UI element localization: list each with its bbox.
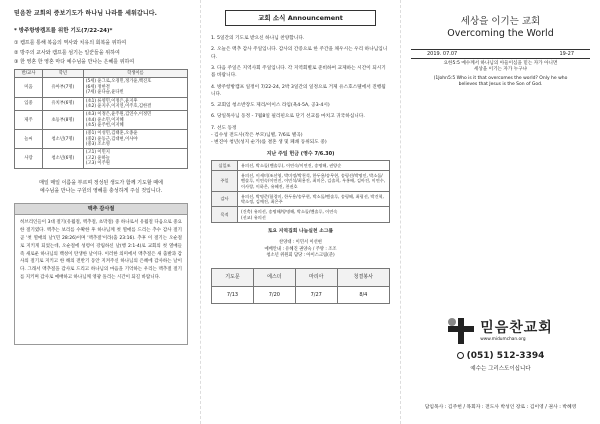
table-row xyxy=(15,130,188,149)
thanksgiving-text: 히브리인들이 3대 절기(유월절, 맥추절, 초막절) 중 하나로서 유월절 다음으로 중요한 절기였다. 맥추는 보리를 수확한 후 하나님께 첫 열매를 드리는 추수 감사 절기 곧 '첫 열매의 날'(민 28:26)이며 '맥추절'이라(출 23:16). 추후 이 절기는 오순절로 지키게 되었는데, 오순절에 성령이 강림하신 날(행 2:1-4)로 교회의 첫 열매들 즉 새로운 하나님의 백성이 탄생한 날이다. 이러한 의미에서 맥추절은 새 출발과 감사의 절기로 지키고 한 해의 전반기 동안 지켜주신 하나님의 은혜에 감사하는 날이다. 그래서 맥추절을 감사로 드리고 하나님의 마음을 기억하는 우리는 맥추절 절기를 지키며 감사로 예배하고 하나님께 영광 돌리는 시간이 되길 바랍니다. xyxy=(14,214,188,345)
bible-verse-english: (1John5:5 Who is it that overcomes the world? Only he who believes that Jesus is the Son of God. xyxy=(433,75,568,88)
bulletin-number: 19-27 xyxy=(559,50,574,57)
students-cell: (5세) 윤그로,오경민,정가윤,백진호 (6세) 정한결 (7세) 윤다슬,윤다빈 xyxy=(83,78,187,97)
list-item: 2. 오늘은 맥추 감사 주일입니다. 감사의 간증으로 한 주간을 채우시는 우리 하나님입니다. xyxy=(211,47,388,60)
phone-number: (051) 512-3394 xyxy=(466,351,545,361)
left-panel xyxy=(0,0,200,424)
slogan: 예수는 그리스도이십니다 xyxy=(470,366,531,372)
grade-cell: 유치부(6명) xyxy=(42,97,83,111)
list-item: 3. 다음 주일은 지역사회 주일입니다. 각 지역회별로 준비하여 교제하는 시간이 되시기를 바랍니다. xyxy=(211,65,386,79)
church-name: 믿음찬교회 xyxy=(480,319,553,336)
team-cell: 입중 xyxy=(15,97,43,111)
schedule-date: 7/13 xyxy=(212,286,254,303)
prayer-topic-2: ② 방주의 교사와 캠프를 섬기는 일꾼들을 위하여 xyxy=(14,49,120,56)
prayer-topic-1: ① 켐프를 통해 복음의 역사와 치유의 회복을 위하여 xyxy=(14,40,127,47)
table-row xyxy=(15,111,188,130)
schedule-date: 7/27 xyxy=(295,286,337,303)
grade-cell: 초등부(8명) xyxy=(42,111,83,130)
offering-names: 유의선, 박소돌(벤솔루), 이연숙/이연진, 송명해, 권양순 xyxy=(238,160,390,170)
team-cell: 미움 xyxy=(15,78,43,97)
students-cell: (초1) 류영민,이정은,윤지후 (초2) 윤지우,이지연,이주호,김한결 xyxy=(83,97,187,111)
intro-text: 믿음찬 교회의 증보기도가 하나님 나라를 세워갑니다. xyxy=(14,10,158,17)
schedule-header: 마리아 xyxy=(295,269,337,286)
students-cell: (고1) 이민지 (고2) 윤하늘 (고3) 이주원 xyxy=(83,149,187,168)
thanksgiving-title: 맥추 감사절 xyxy=(14,203,188,215)
offering-names-mission: (선교) 유의선 xyxy=(241,214,266,220)
offering-names: 유의선, 박명준/함경미, 한두용/송무현, 박소돌/벤솔루, 송평해, 최평선, 박건혁, 박소정, 김예진, 최은주 xyxy=(238,191,390,207)
small-group-note: 토요 지역집회 나눔실천 소그룹 xyxy=(267,228,334,234)
camp-table xyxy=(14,69,188,168)
offering-label: 주일 xyxy=(212,171,238,192)
grade-cell: 유아부(7명) xyxy=(42,78,83,97)
team-cell: 제주 xyxy=(15,111,43,130)
schedule-date: 8/4 xyxy=(337,286,389,303)
mission-title: * 방주항방켐프를 위한 기도(7/22-24)* xyxy=(14,27,113,34)
team-cell: 사랑 xyxy=(15,149,43,168)
bible-verse: 요한5:5 예수께서 하나님의 아들이심을 믿는 자가 아니면 세상을 이기는 자가 누구냐 xyxy=(443,61,558,73)
schedule-header: 기도문 xyxy=(212,269,254,286)
prayer-note: 매일 매일 이름을 부르며 정성된 생도가 함께 기도할 때에 예수님을 만나는 구원의 영혜를 충성하게 주실 것입니다. xyxy=(39,179,163,194)
offering-names-building: (건축) 유의선, 송명해/양명해, 박소돌/벤솔루, 이연숙 xyxy=(241,209,338,215)
schedule-header: 에스더 xyxy=(253,269,295,286)
students-cell: (중1) 이성민,김태훈,오종윤 (중2) 윤동근,김대현,이사야 (중3) 조소영 xyxy=(83,130,187,149)
students-cell: (초3) 이정은,윤주원,김연수,이정민 (초4) 윤소민,이지혜 (초5) 윤주헌,이지혜 xyxy=(83,111,187,130)
table-row xyxy=(15,149,188,168)
middle-panel xyxy=(200,0,400,424)
table-row xyxy=(15,78,188,97)
list-item: 4. 방주항방캠프 일정이 7/22-24, 2박 3일간의 일정으로 거제 유스호스텔에서 진행됩니다. xyxy=(211,84,386,97)
theme-title-english: Overcoming the World xyxy=(447,27,554,39)
bulletin-date: 2019. 07.07 xyxy=(427,50,458,57)
phone-icon xyxy=(457,352,464,359)
table-row xyxy=(15,97,188,111)
table-header: 학년 xyxy=(42,70,83,78)
schedule-header: 청결봉사 xyxy=(337,269,389,286)
team-cell: 늘씨 xyxy=(15,130,43,149)
staff-line: 담임목사 : 김주헌 / 목회자 : 전도사 박성인 장로 : 김이영 / 권사 : 박혜영 xyxy=(424,405,577,410)
church-brand xyxy=(411,318,590,344)
announcement-list xyxy=(211,35,390,146)
list-item: 7. 선도 동정 - 김수성 전도사(작은 부모)님별, 7/6로 별곡) - 변진아 청년(성지 순가)를 결혼 생 및 폐쇄 동위되도 중) xyxy=(211,125,327,146)
table-row xyxy=(212,171,390,192)
church-phone xyxy=(411,351,590,362)
church-website[interactable]: www.midumchan.org xyxy=(480,337,526,343)
list-item: 1. 5일간의 기도로 받으신 하나님 찬양합니다. xyxy=(211,36,305,42)
table-row xyxy=(212,160,390,170)
offering-names: 유의선, 이세미/조선영, 박미정/박천석, 한두용/송무현, 송평선/박명인, 박소돌/벤솔루, 이연숙/이연진, 이민석/최용진, 최미은, 김솔희, 우홍배, 김아진, 이연수, 이사랑, 이하은, 유혜진, 천권호 xyxy=(238,171,390,192)
table-row xyxy=(212,207,390,223)
offering-table xyxy=(211,160,390,223)
list-item: 5. 교회임 청소반장도 제리/이이스 라임(욕4-5A, 공3-4시) xyxy=(211,103,330,109)
announcement-title: 교회 소식 Announcement xyxy=(225,10,376,26)
list-item: 6. 당일목사님 동정 - 7월8일 필리핀으로 단기 선교를 마치고 귀국하십니다. xyxy=(211,114,365,120)
grade-cell: 청소년(6명) xyxy=(42,149,83,168)
service-schedule xyxy=(211,268,390,304)
service-roles: 찬양대 : 이민서 이선현 예배안내 : 유혜진 권양숙 / 주방 : 조조 청소년 위원회 담당 : 아이스크림(준) xyxy=(264,239,337,259)
offering-label: 목적 xyxy=(212,207,238,223)
prayer-topic-3: ③ 한 영혼 한 영혼 마다 예수님을 만나는 은혜를 위하여 xyxy=(14,58,135,65)
offering-names xyxy=(238,207,390,223)
table-header: 학생이름 xyxy=(83,70,187,78)
date-bar xyxy=(411,49,590,59)
right-panel xyxy=(400,0,600,424)
offering-label: 감사 xyxy=(212,191,238,207)
table-header: 반/교사 xyxy=(15,70,43,78)
schedule-date: 7/20 xyxy=(253,286,295,303)
church-logo-icon xyxy=(448,318,474,344)
table-row xyxy=(212,191,390,207)
theme-title-korean: 세상을 이기는 교회 xyxy=(460,16,541,27)
offering-title: 지난 주일 헌금 (영수 7/6.30) xyxy=(266,150,335,157)
grade-cell: 청소년(7명) xyxy=(42,130,83,149)
offering-label: 십일조 xyxy=(212,160,238,170)
